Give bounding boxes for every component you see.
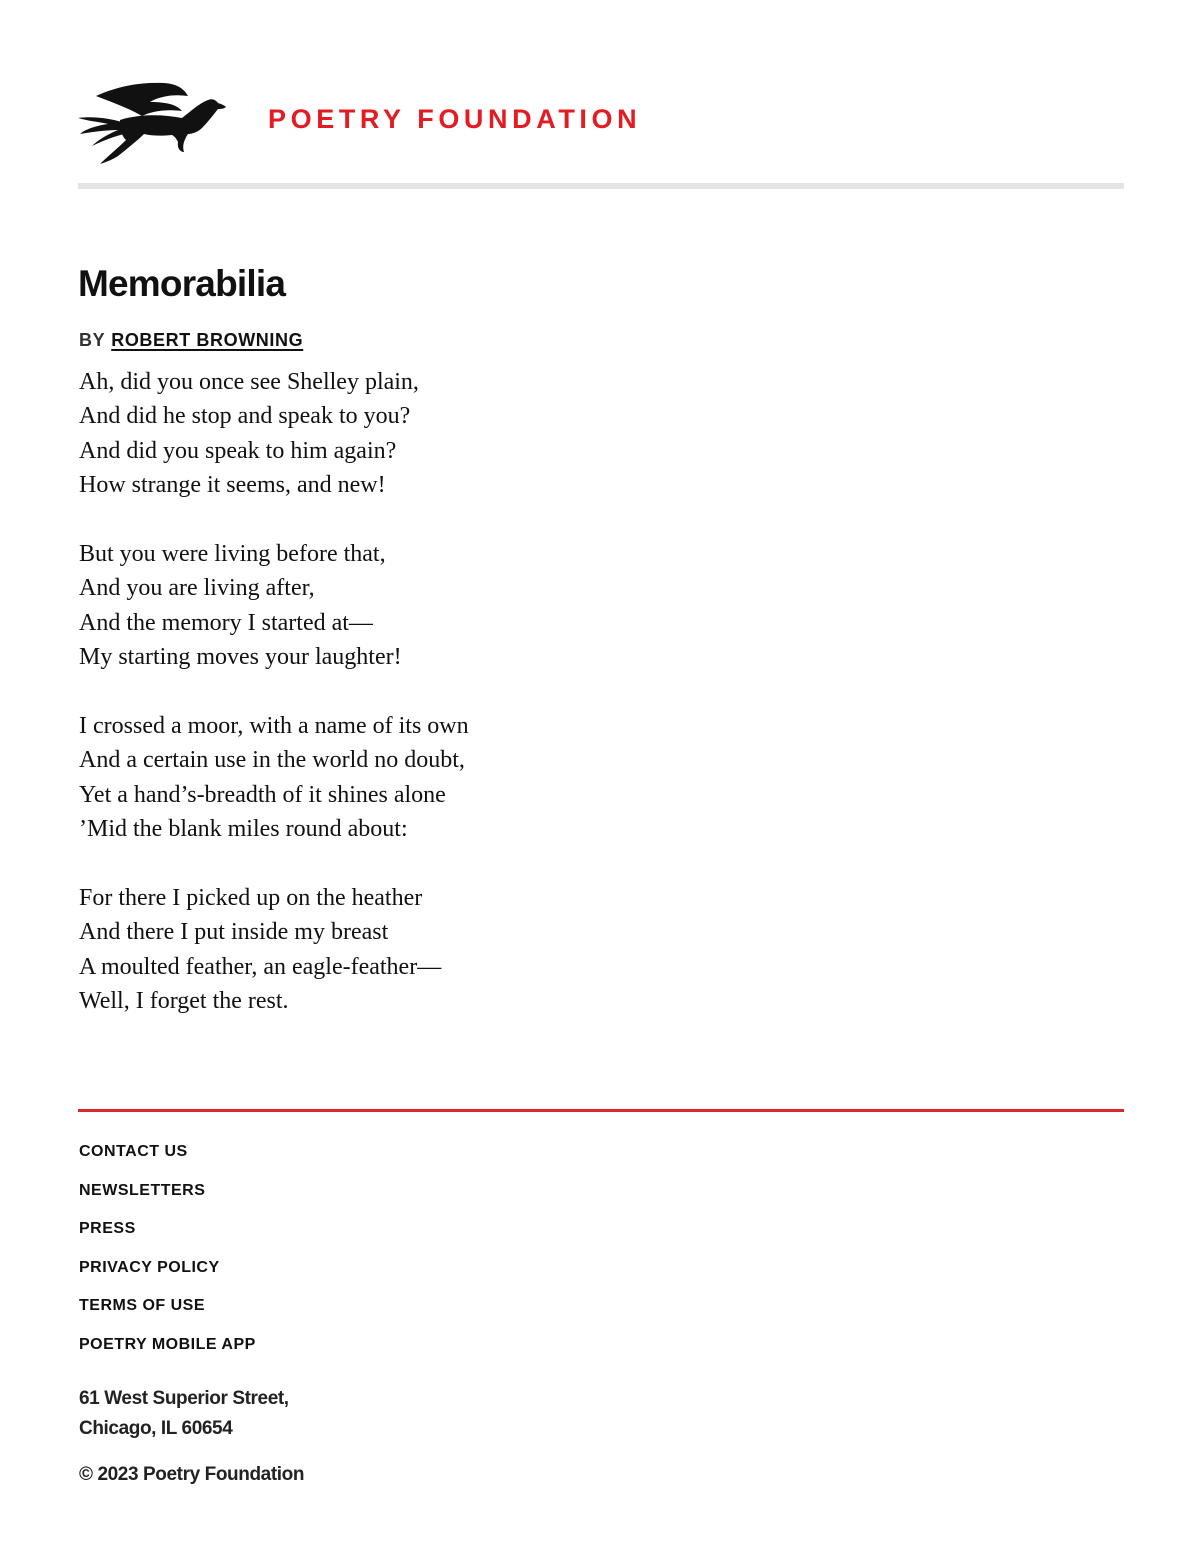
footer-links: [79, 1143, 256, 1375]
poem-line: My starting moves your laughter!: [79, 644, 402, 671]
poem-body: [79, 365, 779, 1053]
by-label: BY: [79, 330, 106, 350]
footer-link-contact-us[interactable]: CONTACT US: [79, 1143, 188, 1160]
poem-line: And did he stop and speak to you?: [79, 403, 411, 430]
stanza-3: [79, 709, 779, 847]
header-divider: [78, 183, 1124, 189]
footer-link-terms-of-use[interactable]: TERMS OF USE: [79, 1297, 206, 1315]
poem-line: Ah, did you once see Shelley plain,: [79, 369, 419, 395]
poem-line: I crossed a moor, with a name of its own: [79, 713, 469, 740]
poem-line: For there I picked up on the heather: [79, 885, 423, 912]
pegasus-icon[interactable]: [78, 78, 228, 164]
poem-line: A moulted feather, an eagle-feather—: [79, 953, 442, 980]
brand-name[interactable]: POETRY FOUNDATION: [268, 104, 642, 134]
footer-link-poetry-mobile-app[interactable]: POETRY MOBILE APP: [79, 1335, 256, 1353]
poem-line: And you are living after,: [79, 575, 315, 602]
stanza-1: [79, 365, 779, 503]
poem-line: How strange it seems, and new!: [79, 472, 386, 499]
footer-divider: [78, 1109, 1124, 1112]
footer-link-press[interactable]: PRESS: [79, 1220, 136, 1238]
poem-title: Memorabilia: [78, 263, 286, 304]
address-city: Chicago, IL 60654: [79, 1418, 233, 1439]
byline: [79, 330, 303, 351]
site-header: [78, 72, 1124, 172]
poem-line: And did you speak to him again?: [79, 437, 397, 464]
poem-line: But you were living before that,: [79, 541, 386, 568]
poem-line: Yet a hand’s-breadth of it shines alone: [79, 781, 446, 808]
footer-link-newsletters[interactable]: NEWSLETTERS: [79, 1181, 206, 1199]
copyright: © 2023 Poetry Foundation: [79, 1464, 305, 1485]
address: [79, 1384, 289, 1444]
footer-link-privacy-policy[interactable]: PRIVACY POLICY: [79, 1258, 220, 1276]
poem-line: And the memory I started at—: [79, 609, 373, 636]
poem-line: ’Mid the blank miles round about:: [79, 816, 408, 843]
stanza-2: [79, 537, 779, 675]
stanza-4: [79, 881, 779, 1019]
poem-line: And a certain use in the world no doubt,: [79, 747, 465, 774]
poem-line: And there I put inside my breast: [79, 919, 389, 946]
poem-line: Well, I forget the rest.: [79, 988, 289, 1015]
address-street: 61 West Superior Street,: [79, 1388, 289, 1409]
author-link[interactable]: ROBERT BROWNING: [111, 330, 304, 350]
